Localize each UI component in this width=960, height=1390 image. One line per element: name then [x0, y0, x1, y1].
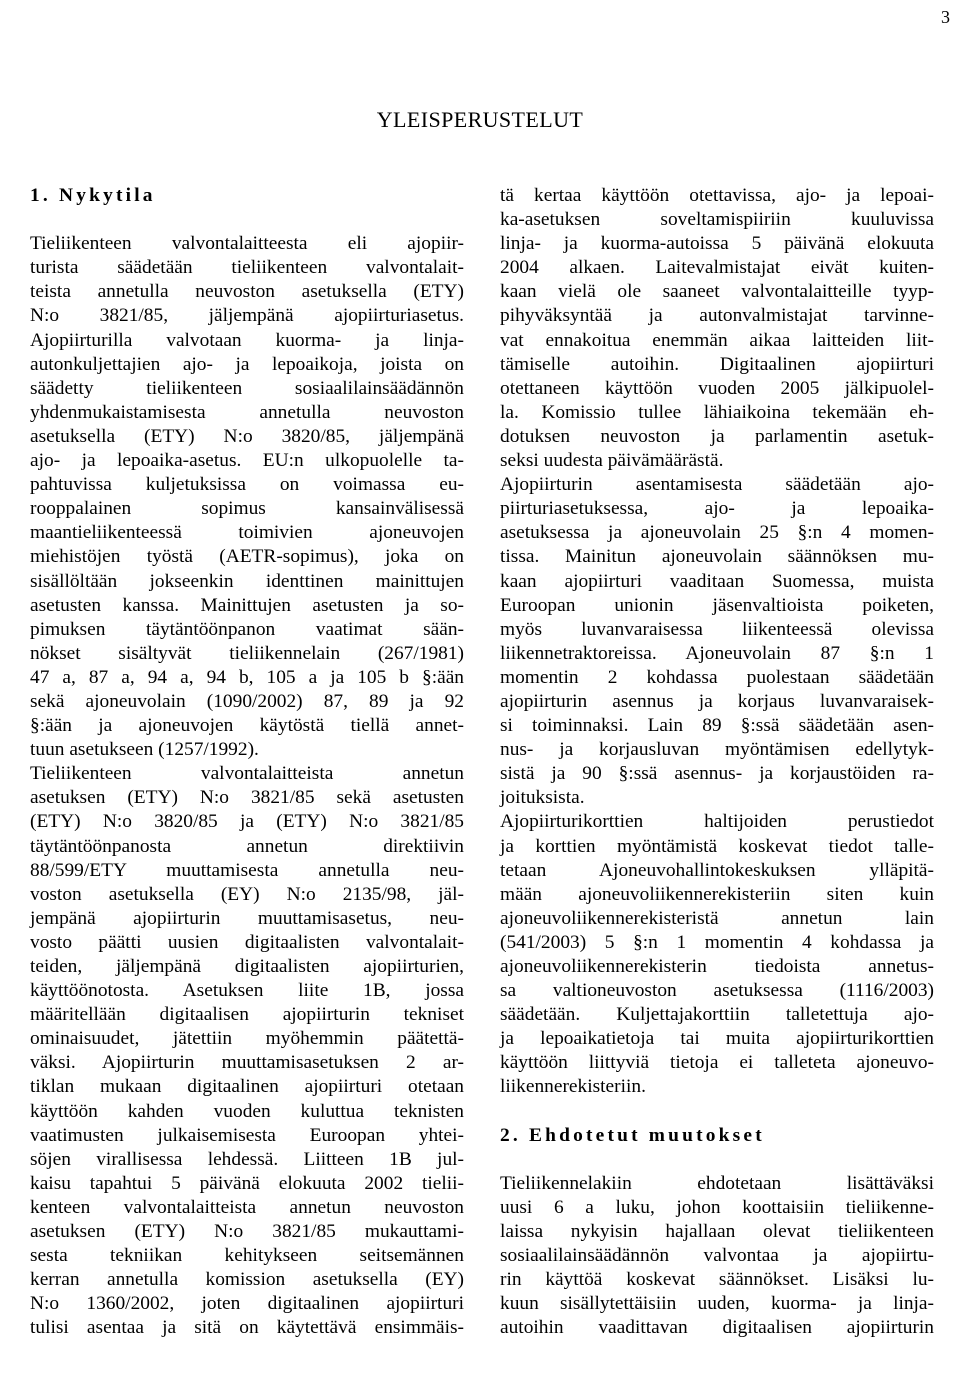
text-line: momentin 2 kohdassa puolestaan säädetään [500, 666, 934, 688]
text-line: vaatimusten julkaisemisesta Euroopan yhtei- [30, 1124, 464, 1146]
text-line: pihyväksyntää ja autonvalmistajat tarvinne- [500, 305, 934, 327]
text-line: vat ennakoitua enemmän aikaa laitteiden liit- [500, 329, 934, 351]
text-line: rooppalainen sopimus kansainvälisessä [30, 498, 464, 520]
text-line: teista annetulla neuvoston asetuksella (ETY) [30, 281, 464, 303]
text-line: ajopiirturin asennus ja korjaus luvanvaraisek- [500, 690, 934, 712]
text-line: söjen virallisessa lehdessä. Liitteen 1B jul- [30, 1148, 464, 1170]
right-text-column [500, 184, 934, 1341]
text-line: pahtuvissa kuljetuksissa on voimassa eu- [30, 474, 464, 496]
text-line: teiden, jäljempänä digitaalisten ajopiirturien, [30, 956, 464, 977]
text-line: sesta tekniikan kehitykseen seitsemännen [30, 1245, 464, 1267]
text-line: ominaisuudet, jätettiin myöhemmin päätettä- [30, 1028, 464, 1050]
text-line: si toiminnaksi. Lain 89 §:ssä säädetään asen- [500, 715, 934, 737]
text-line: Tieliikenteen valvontalaitteesta eli ajopiir- [30, 233, 464, 255]
text-line: liikennetraktoreissa. Ajoneuvolain 87 §:n 1 [500, 642, 934, 664]
text-line: täytäntöönpanosta annetun direktiivin [30, 835, 464, 857]
text-line: väksi. Ajopiirturin muuttamisasetuksen 2 ar- [30, 1052, 464, 1074]
text-line: nus- ja korjausluvan myöntämisen edellytyk- [500, 739, 934, 761]
text-line: ja lepoaikatietoja tai muita ajopiirturikorttien [500, 1028, 934, 1050]
text-line: Tieliikennelakiin ehdotetaan lisättäväksi [500, 1172, 934, 1194]
text-line: Euroopan unionin jäsenvaltioista poiketen, [500, 594, 934, 616]
text-line: sosiaalilainsäädännön valvontaa ja ajopiirtu- [500, 1245, 934, 1267]
text-line: piirturiasetuksessa, ajo- ja lepoaika- [500, 498, 934, 520]
text-line: seksi uudesta päivämäärästä. [500, 450, 724, 472]
text-line: autonkuljettajien ajo- ja lepoaikoja, joista on [30, 353, 464, 375]
left-text-column [30, 184, 464, 1341]
blank-line [30, 208, 464, 232]
text-line: kuun sisällytettäisiin uuden, kuorma- ja linja- [500, 1293, 934, 1315]
text-line: käyttöön kahden vuoden kuluttua teknisten [30, 1100, 464, 1122]
text-line: la. Komissio tullee lähiaikoina tekemään eh- [500, 401, 934, 423]
text-line: kerran annetulla komission asetuksella (EY) [30, 1269, 464, 1291]
text-line: Ajopiirturin asentamisesta säädetään ajo- [500, 474, 934, 496]
page-title: YLEISPERUSTELUT [376, 107, 584, 132]
blank-line [500, 1100, 934, 1124]
text-line: dotuksen neuvoston ja parlamentin asetuk- [500, 425, 934, 447]
text-line: pimuksen täytäntöönpanon vaatimat sään- [30, 618, 464, 640]
text-line: tä kertaa käyttöön otettavissa, ajo- ja lepoai- [500, 185, 934, 206]
section-heading: 1. Nykytila [30, 185, 156, 206]
text-line: miehistöjen työstä (AETR-sopimus), joka on [30, 546, 464, 568]
text-line: sisällöltään jokseenkin identtinen mainittujen [30, 570, 464, 592]
text-line: (541/2003) 5 §:n 1 momentin 4 kohdassa ja [500, 931, 934, 953]
text-line: säädetään. Kuljettajakorttiin talletettuja ajo- [500, 1004, 934, 1026]
text-line: määritellään digitaalisen ajopiirturin tekniset [30, 1004, 464, 1026]
text-line: yhdenmukaistamisesta annetulla neuvoston [30, 401, 464, 423]
text-line: sa valtioneuvoston asetuksessa (1116/2003) [500, 980, 934, 1002]
text-line: käyttöön liittyviä tietoja ei talleteta ajoneuvo- [500, 1052, 934, 1074]
text-line: asetuksen (ETY) N:o 3821/85 mukauttami- [30, 1221, 464, 1243]
text-line: kaisu tapahtui 5 päivänä elokuuta 2002 tielii- [30, 1172, 464, 1194]
text-line: käyttöönotosta. Asetuksen liite 1B, jossa [30, 980, 464, 1002]
text-line: 88/599/ETY muuttamisesta annetulla neu- [30, 859, 464, 881]
text-line: asetuksen (ETY) N:o 3821/85 sekä asetusten [30, 787, 464, 809]
text-line: turista säädetään tieliikenteen valvontalait- [30, 257, 464, 279]
text-line: voston asetuksella (EY) N:o 2135/98, jäl- [30, 883, 464, 905]
text-line: Tieliikenteen valvontalaitteista annetun [30, 763, 464, 785]
text-line: ka-asetuksen soveltamispiiriin kuuluvissa [500, 209, 934, 231]
text-line: myös luvanvaraisessa liikenteessä olevissa [500, 618, 934, 640]
text-line: ajoneuvoliikennerekisterin tiedoista annetus- [500, 956, 934, 977]
text-line: otettaneen käyttöön vuoden 2005 jälkipuolel- [500, 377, 934, 399]
text-line: ja korttien myöntämistä koskevat tiedot talle- [500, 835, 934, 857]
text-line: 47 a, 87 a, 94 a, 94 b, 105 a ja 105 b §:ään [30, 666, 464, 688]
text-line: rin käyttöä koskevat säännökset. Lisäksi lu- [500, 1269, 934, 1291]
text-line: ajoneuvoliikennerekisteristä annetun lain [500, 907, 934, 929]
text-line: kenteen valvontalaitteista annetun neuvoston [30, 1196, 464, 1218]
text-line: uusi 6 a luku, johon koottaisiin tieliikenne- [500, 1196, 934, 1218]
text-line: sistä ja 90 §:ssä asennus- ja korjaustöiden ra- [500, 763, 934, 785]
text-line: tuun asetukseen (1257/1992). [30, 739, 259, 761]
text-line: mään ajoneuvoliikennerekisteriin siten kuin [500, 883, 934, 905]
text-line: vosto päätti uusien digitaalisten valvontalait- [30, 931, 464, 953]
text-line: 2004 alkaen. Laitevalmistajat eivät kuiten- [500, 257, 934, 279]
text-line: Ajopiirturikorttien haltijoiden perustiedot [500, 811, 934, 833]
text-line: säädetty tieliikenteen sosiaalilainsäädännön [30, 377, 464, 399]
text-line: tetaan Ajoneuvohallintokeskuksen ylläpitä- [500, 859, 934, 881]
text-line: §:ään ja ajoneuvojen käytöstä tiellä annet- [30, 715, 464, 737]
text-line: joituksista. [500, 787, 585, 809]
text-line: sekä ajoneuvolain (1090/2002) 87, 89 ja 92 [30, 690, 464, 712]
text-line: nökset sisältyvät tieliikennelain (267/1981) [30, 642, 464, 664]
text-line: jempänä ajopiirturin muuttamisasetus, neu- [30, 907, 464, 929]
section-heading: 2. Ehdotetut muutokset [500, 1124, 765, 1146]
text-line: N:o 3821/85, jäljempänä ajopiirturiasetus. [30, 305, 464, 327]
text-line: linja- ja kuorma-autoissa 5 päivänä elokuuta [500, 233, 934, 255]
text-line: tulisi asentaa ja sitä on käytettävä ensimmäis- [30, 1317, 464, 1339]
text-line: maantieliikenteessä toimivien ajoneuvojen [30, 522, 464, 544]
text-line: liikennerekisteriin. [500, 1076, 646, 1098]
text-line: N:o 1360/2002, joten digitaalinen ajopiirturi [30, 1293, 464, 1315]
blank-line [500, 1148, 934, 1172]
text-line: laissa nykyisin hajallaan olevat tieliikenteen [500, 1221, 934, 1243]
text-line: ajo- ja lepoaika-asetus. EU:n ulkopuolelle ta- [30, 450, 464, 472]
page-number: 3 [941, 7, 950, 27]
text-line: asetuksessa ja ajoneuvolain 25 §:n 4 momen- [500, 522, 934, 544]
text-line: autoihin vaadittavan digitaalisen ajopiirturin [500, 1317, 934, 1339]
text-line: tämiselle autoihin. Digitaalinen ajopiirturi [500, 353, 934, 375]
text-line: asetuksella (ETY) N:o 3820/85, jäljempänä [30, 425, 464, 447]
text-line: asetusten kanssa. Mainittujen asetusten ja so- [30, 594, 464, 616]
text-line: Ajopiirturilla valvotaan kuorma- ja linja- [30, 329, 464, 351]
text-line: tiklan mukaan digitaalinen ajopiirturi otetaan [30, 1076, 464, 1098]
text-line: kaan vielä ole saaneet valvontalaitteille tyyp- [500, 281, 934, 303]
text-line: tissa. Mainitun ajoneuvolain säännöksen mu- [500, 546, 934, 568]
text-line: (ETY) N:o 3820/85 ja (ETY) N:o 3821/85 [30, 811, 464, 833]
text-line: kaan ajopiirturi vaaditaan Suomessa, muista [500, 570, 934, 592]
